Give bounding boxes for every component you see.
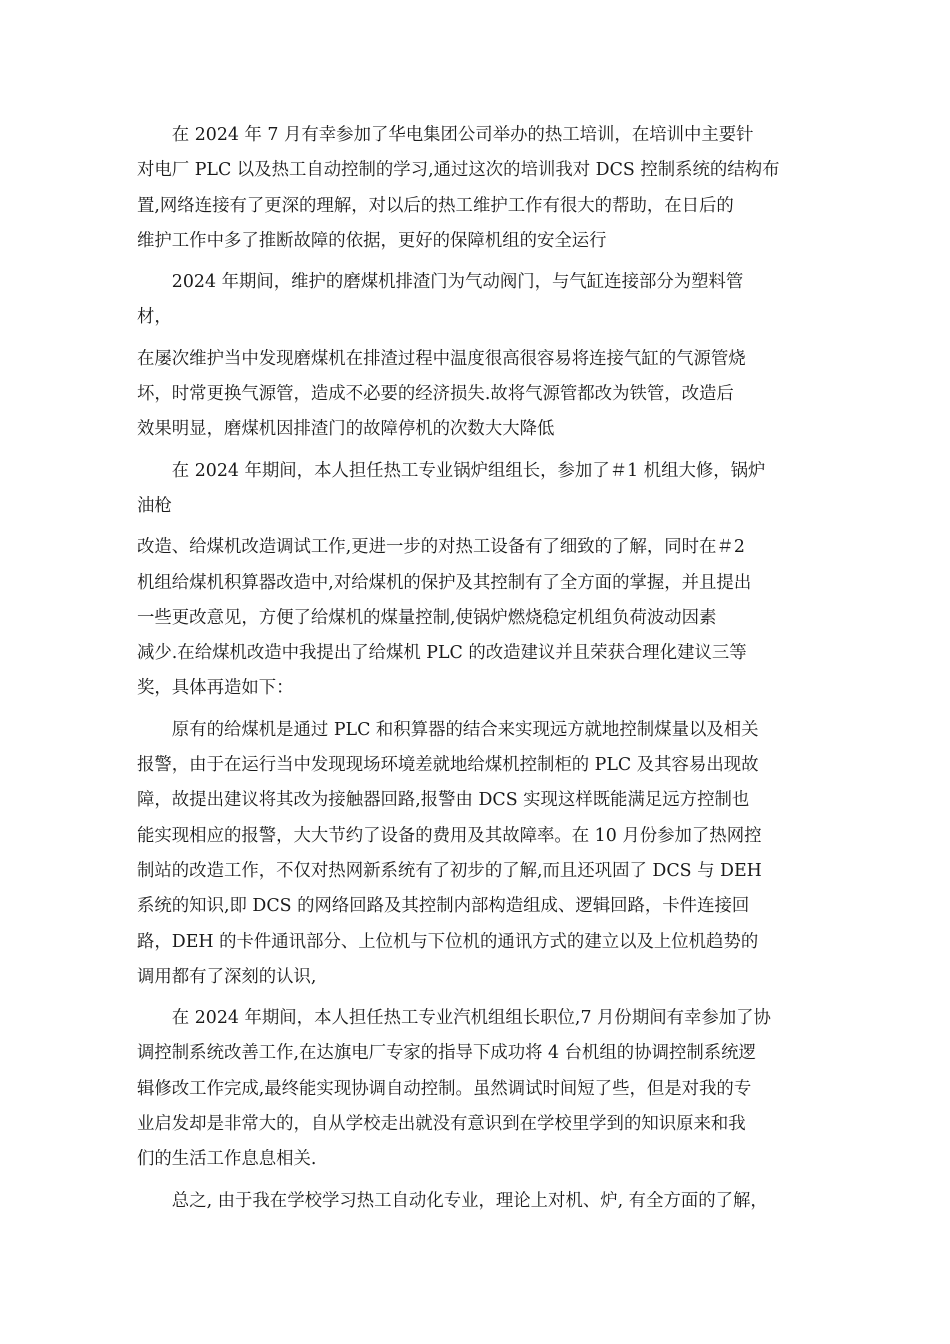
text-line: 机组给煤机积算器改造中,对给煤机的保护及其控制有了全方面的掌握，并且提出 <box>137 572 752 593</box>
text-line: 奖，具体再造如下： <box>137 678 294 699</box>
paragraph-mill-slag-door <box>137 265 817 336</box>
text-line: 们的生活工作息息相关. <box>137 1149 317 1170</box>
text-line: 置,网络连接有了更深的理解，对以后的热工维护工作有很大的帮助，在日后的 <box>137 195 734 216</box>
text-line: 辑修改工作完成,最终能实现协调自动控制。虽然调试时间短了些，但是对我的专 <box>137 1078 752 1099</box>
paragraph-air-pipe-retrofit <box>137 342 817 448</box>
text-line: 在屡次维护当中发现磨煤机在排渣过程中温度很高很容易将连接气缸的气源管烧 <box>137 348 746 369</box>
text-line: 系统的知识,即 DCS 的网络回路及其控制内部构造组成、逻辑回路，卡件连接回 <box>137 896 750 917</box>
text-line: 维护工作中多了推断故障的依据，更好的保障机组的安全运行 <box>137 230 607 251</box>
text-line: 能实现相应的报警，大大节约了设备的费用及其故障率。在 10 月份参加了热网控 <box>137 825 762 846</box>
text-line: 油枪 <box>137 495 172 516</box>
text-line: 减少.在给煤机改造中我提出了给煤机 PLC 的改造建议并且荣获合理化建议三等 <box>137 643 747 664</box>
text-line: 路，DEH 的卡件通讯部分、上位机与下位机的通讯方式的建立以及上位机趋势的 <box>137 931 759 952</box>
text-line: 调控制系统改善工作,在达旗电厂专家的指导下成功将 4 台机组的协调控制系统逻 <box>137 1043 756 1064</box>
paragraph-boiler-group <box>137 454 817 525</box>
document-body <box>137 118 817 1225</box>
text-line: 效果明显，磨煤机因排渣门的故障停机的次数大大降低 <box>137 419 555 440</box>
text-line: 调用都有了深刻的认识, <box>137 966 317 987</box>
text-line: 坏，时常更换气源管，造成不必要的经济损失.故将气源管都改为铁管，改造后 <box>137 384 734 405</box>
text-line: 总之, 由于我在学校学习热工自动化专业，理论上对机、炉, 有全方面的了解， <box>171 1190 768 1211</box>
text-line: 2024 年期间，维护的磨煤机排渣门为气动阀门，与气缸连接部分为塑料管 <box>171 272 744 293</box>
paragraph-training <box>137 118 817 259</box>
text-line: 业启发却是非常大的，自从学校走出就没有意识到在学校里学到的知识原来和我 <box>137 1114 746 1135</box>
text-line: 原有的给煤机是通过 PLC 和积算器的结合来实现远方就地控制煤量以及相关 <box>171 719 759 740</box>
paragraph-summary <box>137 1184 817 1219</box>
text-line: 改造、给煤机改造调试工作,更进一步的对热工设备有了细致的了解，同时在＃2 <box>137 537 745 558</box>
paragraph-turbine-group <box>137 1001 817 1177</box>
text-line: 制站的改造工作，不仅对热网新系统有了初步的了解,而且还巩固了 DCS 与 DEH <box>137 860 762 881</box>
text-line: 在 2024 年 7 月有幸参加了华电集团公司举办的热工培训，在培训中主要针 <box>171 125 754 145</box>
paragraph-original-feeder <box>137 713 817 995</box>
text-line: 对电厂 PLC 以及热工自动控制的学习,通过这次的培训我对 DCS 控制系统的结构布 <box>137 160 780 181</box>
text-line: 一些更改意见，方便了给煤机的煤量控制,使锅炉燃烧稳定机组负荷波动因素 <box>137 607 717 628</box>
text-line: 材， <box>137 307 172 328</box>
paragraph-feeder-retrofit <box>137 530 817 706</box>
text-line: 障，故提出建议将其改为接触器回路,报警由 DCS 实现这样既能满足远方控制也 <box>137 790 750 811</box>
text-line: 在 2024 年期间，本人担任热工专业锅炉组组长，参加了＃1 机组大修，锅炉 <box>171 460 766 481</box>
text-line: 报警，由于在运行当中发现现场环境差就地给煤机控制柜的 PLC 及其容易出现故 <box>137 755 759 776</box>
text-line: 在 2024 年期间，本人担任热工专业汽机组组长职位,7 月份期间有幸参加了协 <box>171 1008 771 1029</box>
